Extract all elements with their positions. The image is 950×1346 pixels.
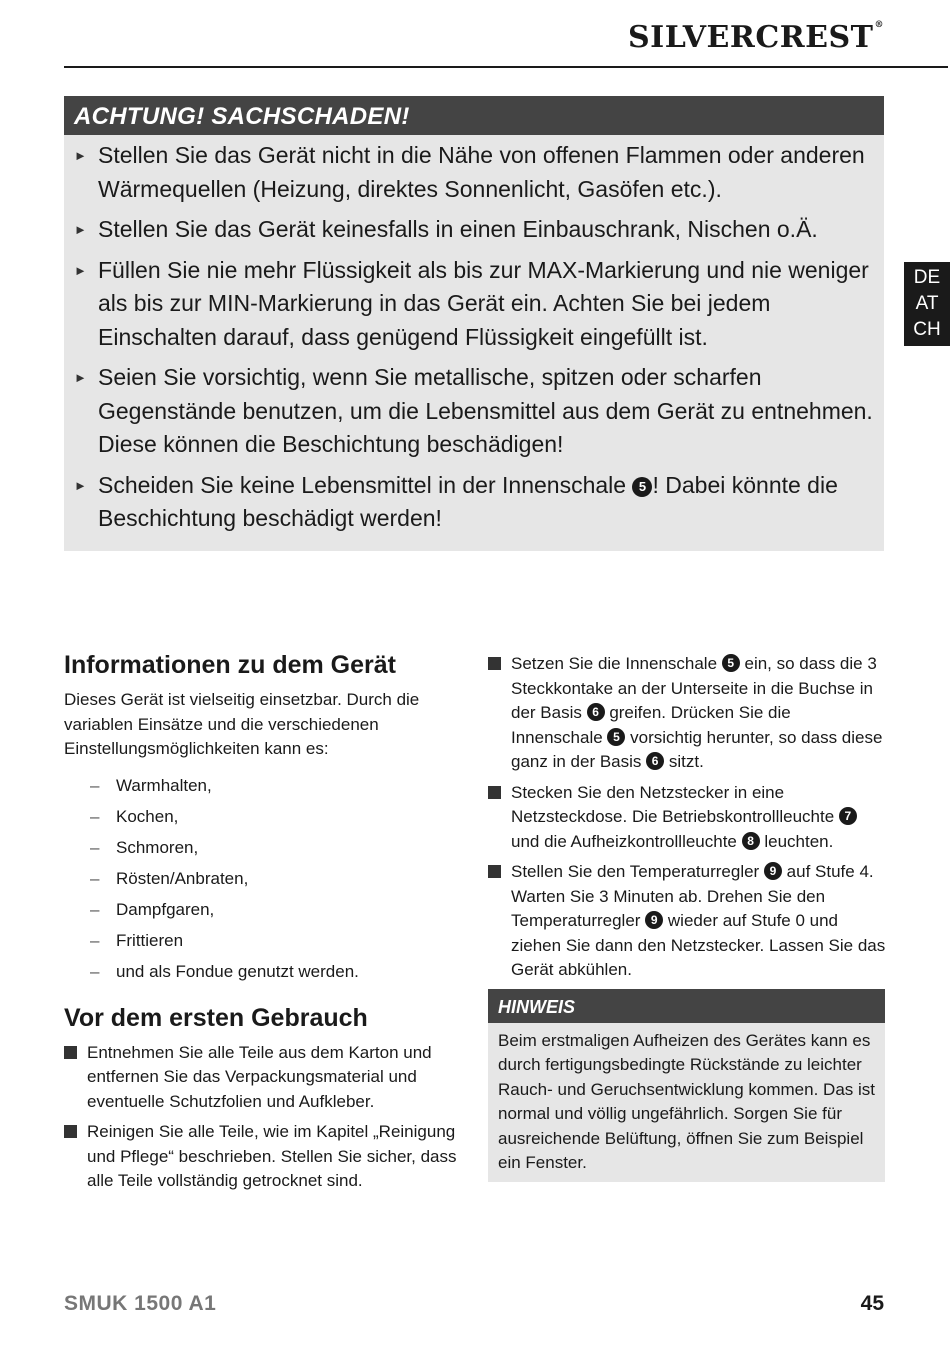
first-use-text: Reinigen Sie alle Teile, wie im Kapitel „Reinigung und Pflege“ beschrieben. Stellen Sie sicher, dass alle Teile vollständig getrocknet sind. (87, 1122, 457, 1190)
warning-text: Seien Sie vorsichtig, wenn Sie metallische, spitzen oder scharfen Gegenstände benutzen, um die Lebensmittel aus dem Gerät zu entnehmen. Diese können die Beschichtung beschädigen! (98, 364, 873, 457)
first-use-list (64, 1041, 464, 1194)
step-text: leuchten. (759, 831, 834, 851)
header-rule (64, 66, 948, 68)
part-number-badge: 5 (722, 654, 740, 672)
use-item: – Warmhalten, (116, 770, 464, 801)
square-bullet-icon (488, 786, 501, 799)
warning-text: ! Dabei könnte die Beschichtung beschädigt werden! (98, 471, 838, 531)
brand-name: SILVERCREST (628, 20, 874, 55)
warning-item (74, 213, 874, 247)
note-box (488, 989, 885, 1182)
step-text: Stellen Sie den Temperaturregler (511, 862, 764, 881)
warning-text: Stellen Sie das Gerät nicht in die Nähe von offenen Flammen oder anderen Wärmequellen (Heizung, direktes Sonnenlicht, Gasöfen etc.). (98, 142, 865, 202)
info-intro: Dieses Gerät ist vielseitig einsetzbar. Durch die variablen Einsätze und die verschiedenen Einstellungsmöglichkeiten kann es: (64, 690, 420, 758)
left-column (64, 648, 464, 1200)
note-body: Beim erstmaligen Aufheizen des Gerätes kann es durch fertigungsbedingte Rückstände zu leichter Rauch- und Geruchsentwicklung kommen. Das ist normal und völlig ungefährlich. Sorgen Sie für ausreichende Belüftung, öffnen Sie zum Beispiel ein Fenster. (498, 1030, 875, 1172)
warning-text: Füllen Sie nie mehr Flüssigkeit als bis zur MAX-Markierung und nie weniger als bis zur MIN-Markierung in das Gerät ein. Achten Sie bei jedem Einschalten darauf, dass genügend Flüssigkeit eingefüllt ist. (98, 256, 869, 350)
warning-item (74, 139, 874, 206)
warning-item (74, 361, 874, 462)
step-item (511, 860, 886, 983)
square-bullet-icon (64, 1046, 77, 1059)
part-number-badge: 9 (764, 862, 782, 880)
warning-title: ACHTUNG! SACHSCHADEN! (64, 96, 884, 135)
step-text: sitzt. (664, 752, 704, 771)
use-item: – Kochen, (116, 801, 464, 832)
arrow-icon: ► (74, 262, 87, 278)
step-text: Stecken Sie den Netzstecker in eine Netzsteckdose. Die Betriebskontrollleuchte (511, 782, 839, 826)
arrow-icon: ► (74, 148, 87, 163)
step-text: auf Stufe 4. Warten Sie 3 Minuten ab. Drehen Sie den Temperaturregler (511, 862, 874, 930)
square-bullet-icon (488, 865, 501, 878)
use-item: – Rösten/Anbraten, (116, 863, 464, 894)
use-item: – Frittieren (116, 925, 464, 956)
part-number-badge: 7 (839, 807, 857, 825)
part-number-badge: 8 (742, 832, 760, 850)
use-item: – und als Fondue genutzt werden. (116, 956, 464, 987)
step-text: wieder auf Stufe 0 und ziehen Sie dann den Netzstecker. Lassen Sie das Gerät abkühlen. (511, 911, 886, 979)
info-heading: Informationen zu dem Gerät (64, 651, 396, 679)
square-bullet-icon (488, 657, 501, 670)
part-number-badge: 5 (607, 728, 625, 746)
step-text: ein, so dass die 3 Steckkontake an der Unterseite in die Buchse in der Basis (511, 654, 877, 722)
warning-text: Scheiden Sie keine Lebensmittel in der Innenschale (98, 471, 633, 498)
language-de: DE (913, 267, 941, 288)
part-number-badge: 6 (646, 752, 664, 770)
first-use-text: Entnehmen Sie alle Teile aus dem Karton und entfernen Sie das Verpackungsmaterial und eventuelle Schutzfolien und Aufkleber. (87, 1042, 432, 1111)
uses-list (64, 770, 464, 987)
warning-item (74, 254, 874, 355)
arrow-icon: ► (74, 477, 87, 493)
brand-logo (628, 20, 884, 55)
first-use-heading: Vor dem ersten Gebrauch (64, 1003, 368, 1032)
square-bullet-icon (64, 1125, 77, 1138)
warning-item (74, 469, 874, 536)
warning-list (64, 135, 884, 536)
right-column (488, 652, 886, 1182)
arrow-icon: ► (74, 370, 87, 385)
language-at: AT (915, 293, 939, 314)
part-number-badge: 6 (587, 703, 605, 721)
first-use-item (87, 1041, 464, 1115)
first-use-item (87, 1120, 464, 1194)
language-tab (904, 262, 950, 346)
registered-mark: ® (874, 20, 884, 30)
step-item (511, 781, 886, 855)
model-number: SMUK 1500 A1 (64, 1292, 217, 1315)
step-text: Setzen Sie die Innenschale (511, 654, 722, 673)
step-text: und die Aufheizkontrollleuchte (511, 831, 742, 851)
steps-list (488, 652, 886, 983)
warning-text: Stellen Sie das Gerät keinesfalls in einen Einbauschrank, Nischen o.Ä. (98, 216, 818, 242)
step-text: vorsichtig herunter, so dass diese ganz in der Basis (511, 727, 883, 771)
note-title: HINWEIS (488, 989, 885, 1023)
step-item (511, 652, 886, 775)
page-number: 45 (860, 1292, 884, 1315)
step-text: greifen. Drücken Sie die Innenschale (511, 703, 791, 747)
language-ch: CH (913, 319, 941, 340)
warning-box (64, 96, 884, 551)
part-number-badge: 9 (645, 911, 663, 929)
arrow-icon: ► (74, 222, 87, 237)
use-item: – Schmoren, (116, 832, 464, 863)
use-item: – Dampfgaren, (116, 894, 464, 925)
part-number-badge: 5 (632, 477, 652, 497)
